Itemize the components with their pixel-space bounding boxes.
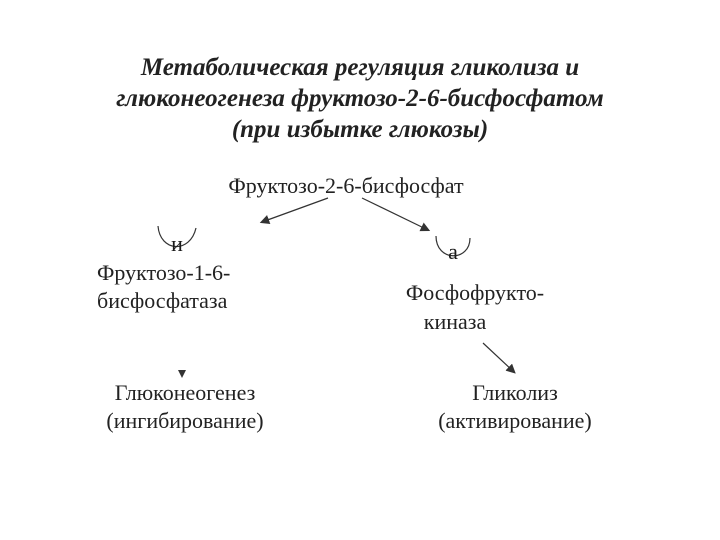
right-enzyme-line-2: киназа [423,309,487,334]
gluconeogenesis-effect: (ингибирование) [106,408,264,433]
left-enzyme-line-2: бисфосфатаза [97,288,228,313]
root-node-label: Фруктозо-2-6-бисфосфат [228,173,464,198]
title-line-1: Метаболическая регуляция гликолиза и [140,54,580,81]
arrow-enzyme-to-glycolysis [483,343,514,372]
glycolysis-label: Гликолиз [472,380,558,405]
glycolysis-effect: (активирование) [438,408,592,433]
inhibition-mark: и [171,231,183,256]
right-enzyme-line-1: Фосфофрукто- [405,280,545,305]
arrow-root-to-right [362,198,428,230]
left-enzyme-line-1: Фруктозо-1-6- [97,260,231,285]
arrow-enzyme-to-gluconeogenesis [178,370,186,378]
title-line-2: глюконеогенеза фруктозо-2-6-бисфосфатом [116,85,604,112]
gluconeogenesis-label: Глюконеогенез [114,380,256,405]
activation-mark: а [448,239,458,264]
arrow-root-to-left [262,198,328,222]
title-line-3: (при избытке глюкозы) [231,116,489,143]
